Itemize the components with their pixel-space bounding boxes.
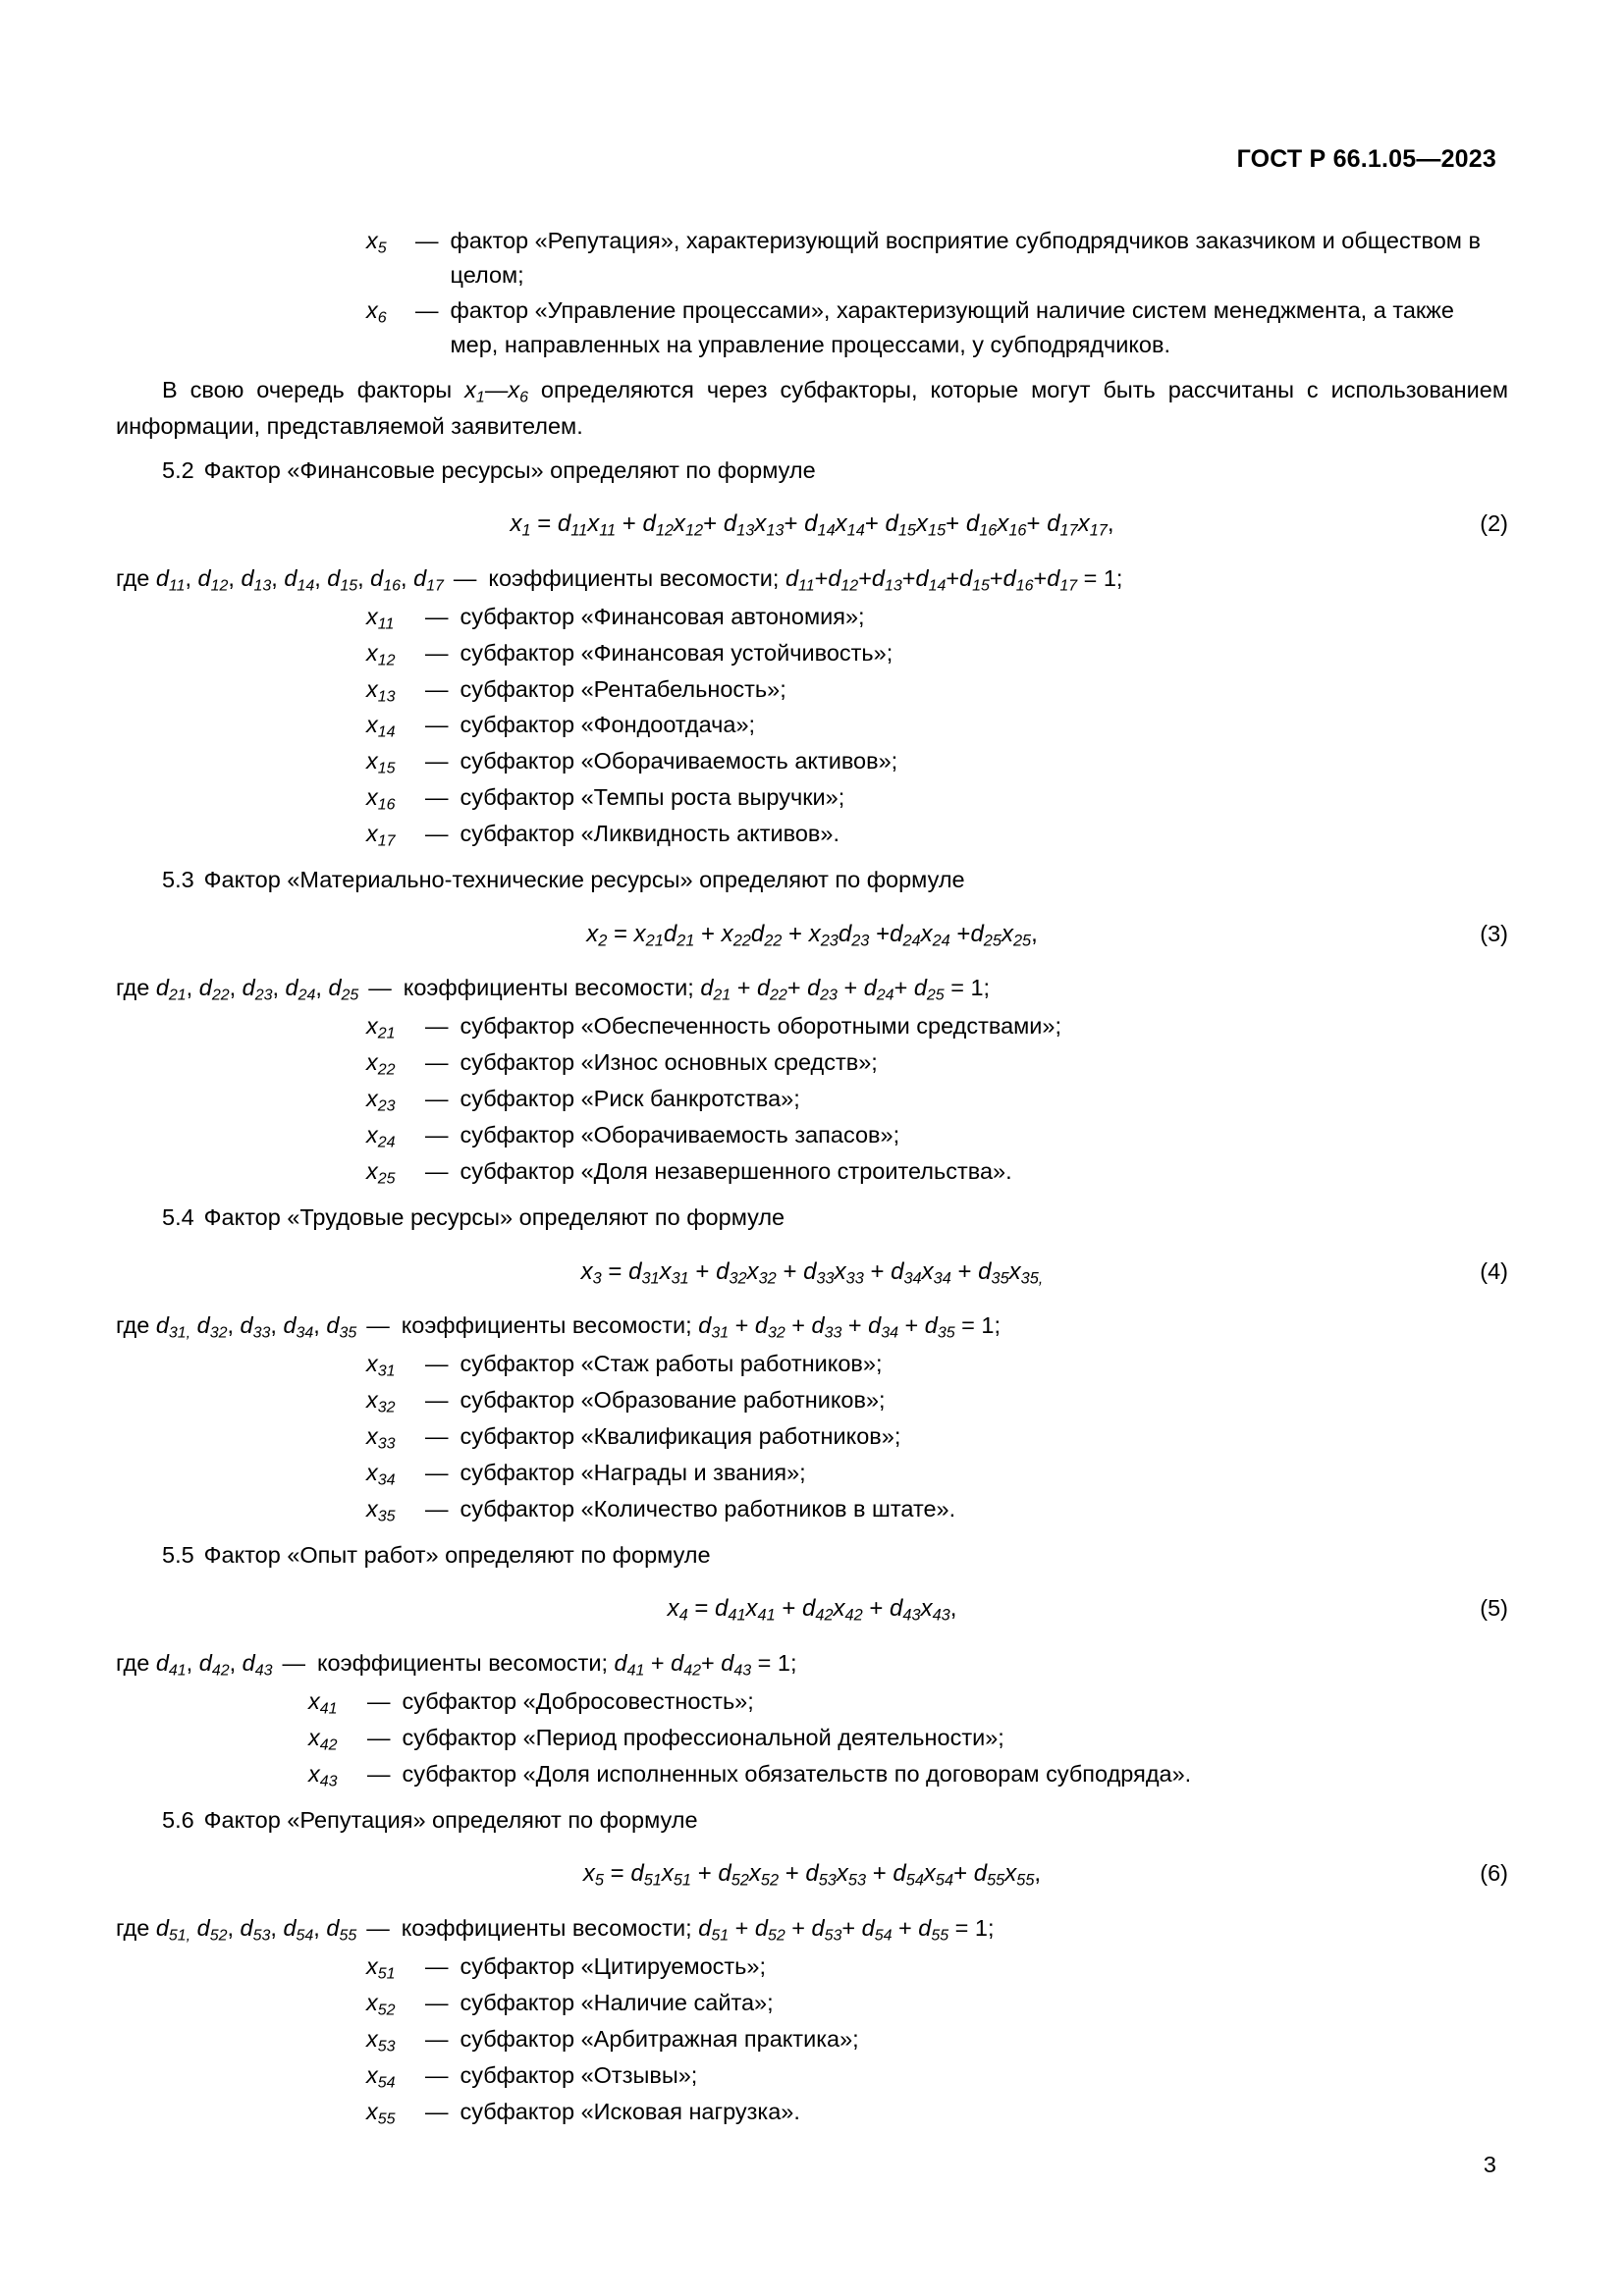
dash: — [425,784,449,811]
dash: — [425,1351,449,1377]
subfactor-item [366,2058,1508,2095]
dash: — [415,297,439,324]
subfactor-item [366,708,1508,744]
subfactor-item [366,1045,1508,1082]
symbol-x34: $x_{34}$ [366,1459,396,1489]
formula-6-number: (6) [1480,1860,1508,1887]
formula-5: $x_4 = d_{41}x_{41} + d_{42}x_{42} + d_{43}x_{43}$, [667,1595,957,1625]
dash: — [425,675,449,702]
formula-6: $x_5 = d_{51}x_{51} + d_{52}x_{52} + d_{53}x_{53} + d_{54}x_{54}+ d_{55}x_{55}$, [582,1860,1042,1890]
dash: — [425,1989,449,2015]
subfactor-item [366,1347,1508,1383]
subfactor-item [308,1721,1508,1757]
clause-5-5-title: Фактор «Опыт работ» определяют по формуле [203,1541,711,1568]
clause-5-6-heading: 5.6 Фактор «Репутация» определяют по формуле [162,1806,698,1833]
subfactor-text: субфактор «Износ основных средств»; [460,1049,878,1076]
clause-5-2-heading: 5.2 Фактор «Финансовые ресурсы» определяют по формуле [162,456,816,483]
symbol-x51: $x_{51}$ [366,1952,396,1983]
symbol-x15: $x_{15}$ [366,748,396,777]
subfactor-text: субфактор «Оборачиваемость запасов»; [460,1122,900,1148]
symbol-x13: $x_{13}$ [366,675,396,705]
subfactor-list-5-6 [116,1949,1508,2131]
subfactor-text: субфактор «Наличие сайта»; [460,1989,774,2015]
symbol-x24: $x_{24}$ [366,1122,396,1151]
clause-5-6-title: Фактор «Репутация» определяют по формуле [203,1806,698,1833]
symbol-x16: $x_{16}$ [366,784,396,814]
where-line-4 [116,1308,1508,1345]
symbol-x35: $x_{35}$ [366,1495,396,1525]
subfactor-list-5-2 [116,600,1508,854]
dash: — [425,821,449,847]
subfactor-text: субфактор «Добросовестность»; [402,1687,754,1714]
dash: — [425,1495,449,1522]
where-line-6 [116,1911,1508,1948]
formula-3-number: (3) [1480,920,1508,946]
symbol-x31: $x_{31}$ [366,1351,396,1380]
subfactor-text: субфактор «Образование работников»; [460,1387,886,1414]
subfactor-text: субфактор «Период профессиональной деятельности»; [402,1724,1004,1750]
dash: — [366,1312,390,1339]
subfactor-item [366,1118,1508,1154]
where-line-5 [116,1646,1508,1682]
formula-4-row [116,1255,1508,1292]
dash: — [425,1952,449,1979]
symbol-x52: $x_{52}$ [366,1989,396,2019]
dash: — [367,1724,391,1750]
dash: — [425,1423,449,1449]
dash: — [425,1459,449,1485]
symbol-x21: $x_{21}$ [366,1013,396,1042]
formula-5-row [116,1591,1508,1629]
subfactor-item [366,636,1508,672]
subfactor-text: субфактор «Награды и звания»; [460,1459,806,1485]
symbol-x54: $x_{54}$ [366,2061,396,2092]
subfactor-text: субфактор «Рентабельность»; [460,675,786,702]
symbol-x17: $x_{17}$ [366,821,396,850]
symbol-x6: $x_6$ [366,297,387,327]
where-text: коэффициенты весомости; $d_{51} + d_{52} + d_{53}+ d_{54} + d_{55} = 1$; [401,1914,995,1945]
formula-4-number: (4) [1480,1257,1508,1284]
dash: — [425,2025,449,2052]
dash: — [425,1049,449,1076]
where-text: коэффициенты весомости; $d_{31} + d_{32} + d_{33} + d_{34} + d_{35} = 1$; [401,1312,1001,1342]
dash: — [425,2098,449,2124]
where-coefficients: где $d_{21}$, $d_{22}$, $d_{23}$, $d_{24}$, $d_{25}$ [116,975,359,1004]
symbol-x11: $x_{11}$ [366,603,395,633]
subfactor-text: субфактор «Стаж работы работников»; [460,1351,883,1377]
formula-3-row [116,917,1508,954]
subfactor-item [366,672,1508,709]
dash: — [366,1914,390,1941]
subfactor-list-5-3 [116,1009,1508,1191]
subfactor-item [366,1492,1508,1528]
subfactor-text: субфактор «Цитируемость»; [460,1952,766,1979]
clause-5-4-heading: 5.4 Фактор «Трудовые ресурсы» определяют по формуле [162,1204,785,1231]
clause-5-3-heading: 5.3 Фактор «Материально-технические ресурсы» определяют по формуле [162,867,965,893]
subfactor-item [366,1154,1508,1191]
subfactor-text: субфактор «Риск банкротства»; [460,1086,800,1112]
subfactor-text: субфактор «Исковая нагрузка». [460,2098,800,2124]
page-content [116,224,1508,2131]
dash: — [367,1760,391,1787]
subfactor-text: субфактор «Финансовая устойчивость»; [460,639,893,666]
formula-3: $x_2 = x_{21}d_{21} + x_{22}d_{22} + x_{23}d_{23} +d_{24}x_{24} +d_{25}x_{25}$, [586,920,1038,950]
symbol-x23: $x_{23}$ [366,1086,396,1115]
where-coefficients: где $d_{51,}$ $d_{52}$, $d_{53}$, $d_{54}$, $d_{55}$ [116,1914,357,1945]
formula-4: $x_3 = d_{31}x_{31} + d_{32}x_{32} + d_{33}x_{33} + d_{34}x_{34} + d_{35}x_{35,}$ [580,1257,1044,1288]
subfactor-item [366,744,1508,780]
formula-6-row [116,1856,1508,1894]
intro-paragraph: В свою очередь факторы $x_1—x_6$ определяются через субфакторы, которые могут быть рассчитаны с использованием информации, представляемой заявителем. [116,377,1508,440]
clause-5-3-title: Фактор «Материально-технические ресурсы» определяют по формуле [203,867,965,893]
subfactor-item [366,1082,1508,1118]
subfactor-item [366,1986,1508,2022]
subfactor-text: субфактор «Квалификация работников»; [460,1423,901,1449]
definition-item [366,294,1508,361]
dash: — [368,975,392,1001]
symbol-x22: $x_{22}$ [366,1049,396,1079]
dash: — [453,564,477,591]
where-coefficients: где $d_{31,}$ $d_{32}$, $d_{33}$, $d_{34}$, $d_{35}$ [116,1312,357,1342]
symbol-x14: $x_{14}$ [366,712,396,741]
subfactor-text: субфактор «Отзывы»; [460,2061,698,2088]
subfactor-item [366,1419,1508,1456]
subfactor-text: субфактор «Финансовая автономия»; [460,603,865,629]
subfactor-text: субфактор «Оборачиваемость активов»; [460,748,898,774]
dash: — [425,639,449,666]
symbol-x42: $x_{42}$ [308,1724,338,1754]
subfactor-text: субфактор «Темпы роста выручки»; [460,784,845,811]
subfactor-item [366,1383,1508,1419]
dash: — [425,2061,449,2088]
subfactor-item [366,2095,1508,2131]
clause-5-2-title: Фактор «Финансовые ресурсы» определяют по формуле [203,456,816,483]
dash: — [425,1122,449,1148]
dash: — [425,1086,449,1112]
symbol-x5: $x_5$ [366,228,387,257]
where-coefficients: где $d_{41}$, $d_{42}$, $d_{43}$ [116,1649,273,1680]
subfactor-item [308,1757,1508,1793]
formula-2: $x_1 = d_{11}x_{11} + d_{12}x_{12}+ d_{13}x_{13}+ d_{14}x_{14}+ d_{15}x_{15}+ d_{16}x_{16}+ d_{17}x_{17}$, [510,510,1114,540]
symbol-x53: $x_{53}$ [366,2025,396,2056]
definition-text: фактор «Управление процессами», характеризующий наличие систем менеджмента, а также мер, направленных на управление процессами, у субподрядчиков. [450,297,1454,357]
dash: — [425,1013,449,1040]
clause-5-4-title: Фактор «Трудовые ресурсы» определяют по формуле [203,1204,785,1231]
subfactor-item [366,2022,1508,2058]
page-header-standard-id: ГОСТ Р 66.1.05—2023 [1236,145,1496,173]
formula-2-row [116,507,1508,544]
where-line-2 [116,561,1508,598]
subfactor-text: субфактор «Количество работников в штате». [460,1495,956,1522]
symbol-x41: $x_{41}$ [308,1687,338,1718]
subfactor-text: субфактор «Ликвидность активов». [460,821,840,847]
subfactor-text: субфактор «Доля незавершенного строительства». [460,1158,1012,1185]
subfactor-item [308,1684,1508,1721]
subfactor-item [366,1949,1508,1986]
where-line-3 [116,971,1508,1007]
symbol-x12: $x_{12}$ [366,639,396,669]
subfactor-item [366,600,1508,636]
subfactor-text: субфактор «Фондоотдача»; [460,712,756,738]
subfactor-item [366,1009,1508,1045]
subfactor-text: субфактор «Доля исполненных обязательств по договорам субподряда». [402,1760,1192,1787]
symbol-x43: $x_{43}$ [308,1760,338,1790]
dash: — [282,1649,305,1676]
where-text: коэффициенты весомости; $d_{11}+d_{12}+d_{13}+d_{14}+d_{15}+d_{16}+d_{17} = 1$; [488,564,1123,595]
subfactor-list-5-5 [116,1684,1508,1793]
formula-5-number: (5) [1480,1595,1508,1622]
subfactor-list-5-4 [116,1347,1508,1528]
symbol-x32: $x_{32}$ [366,1387,396,1416]
dash: — [425,603,449,629]
dash: — [425,1387,449,1414]
dash: — [415,228,439,253]
where-text: коэффициенты весомости; $d_{21} + d_{22}+ d_{23} + d_{24}+ d_{25} = 1$; [403,975,991,1004]
dash: — [425,1158,449,1185]
dash: — [367,1687,391,1714]
where-coefficients: где $d_{11}$, $d_{12}$, $d_{13}$, $d_{14}$, $d_{15}$, $d_{16}$, $d_{17}$ [116,564,444,595]
subfactor-item [366,780,1508,817]
subfactor-item [366,1456,1508,1492]
subfactor-text: субфактор «Арбитражная практика»; [460,2025,859,2052]
symbol-x25: $x_{25}$ [366,1158,396,1188]
definition-item [366,224,1508,292]
where-text: коэффициенты весомости; $d_{41} + d_{42}+ d_{43} = 1$; [316,1649,797,1680]
dash: — [425,712,449,738]
subfactor-item [366,817,1508,853]
dash: — [425,748,449,774]
clause-5-5-heading: 5.5 Фактор «Опыт работ» определяют по формуле [162,1541,711,1568]
symbol-x55: $x_{55}$ [366,2098,396,2128]
symbol-x33: $x_{33}$ [366,1423,396,1453]
definition-text: фактор «Репутация», характеризующий восприятие субподрядчиков заказчиком и обществом в целом; [450,228,1481,288]
formula-2-number: (2) [1480,510,1508,537]
page-number: 3 [1483,2152,1496,2177]
subfactor-text: субфактор «Обеспеченность оборотными средствами»; [460,1013,1062,1040]
